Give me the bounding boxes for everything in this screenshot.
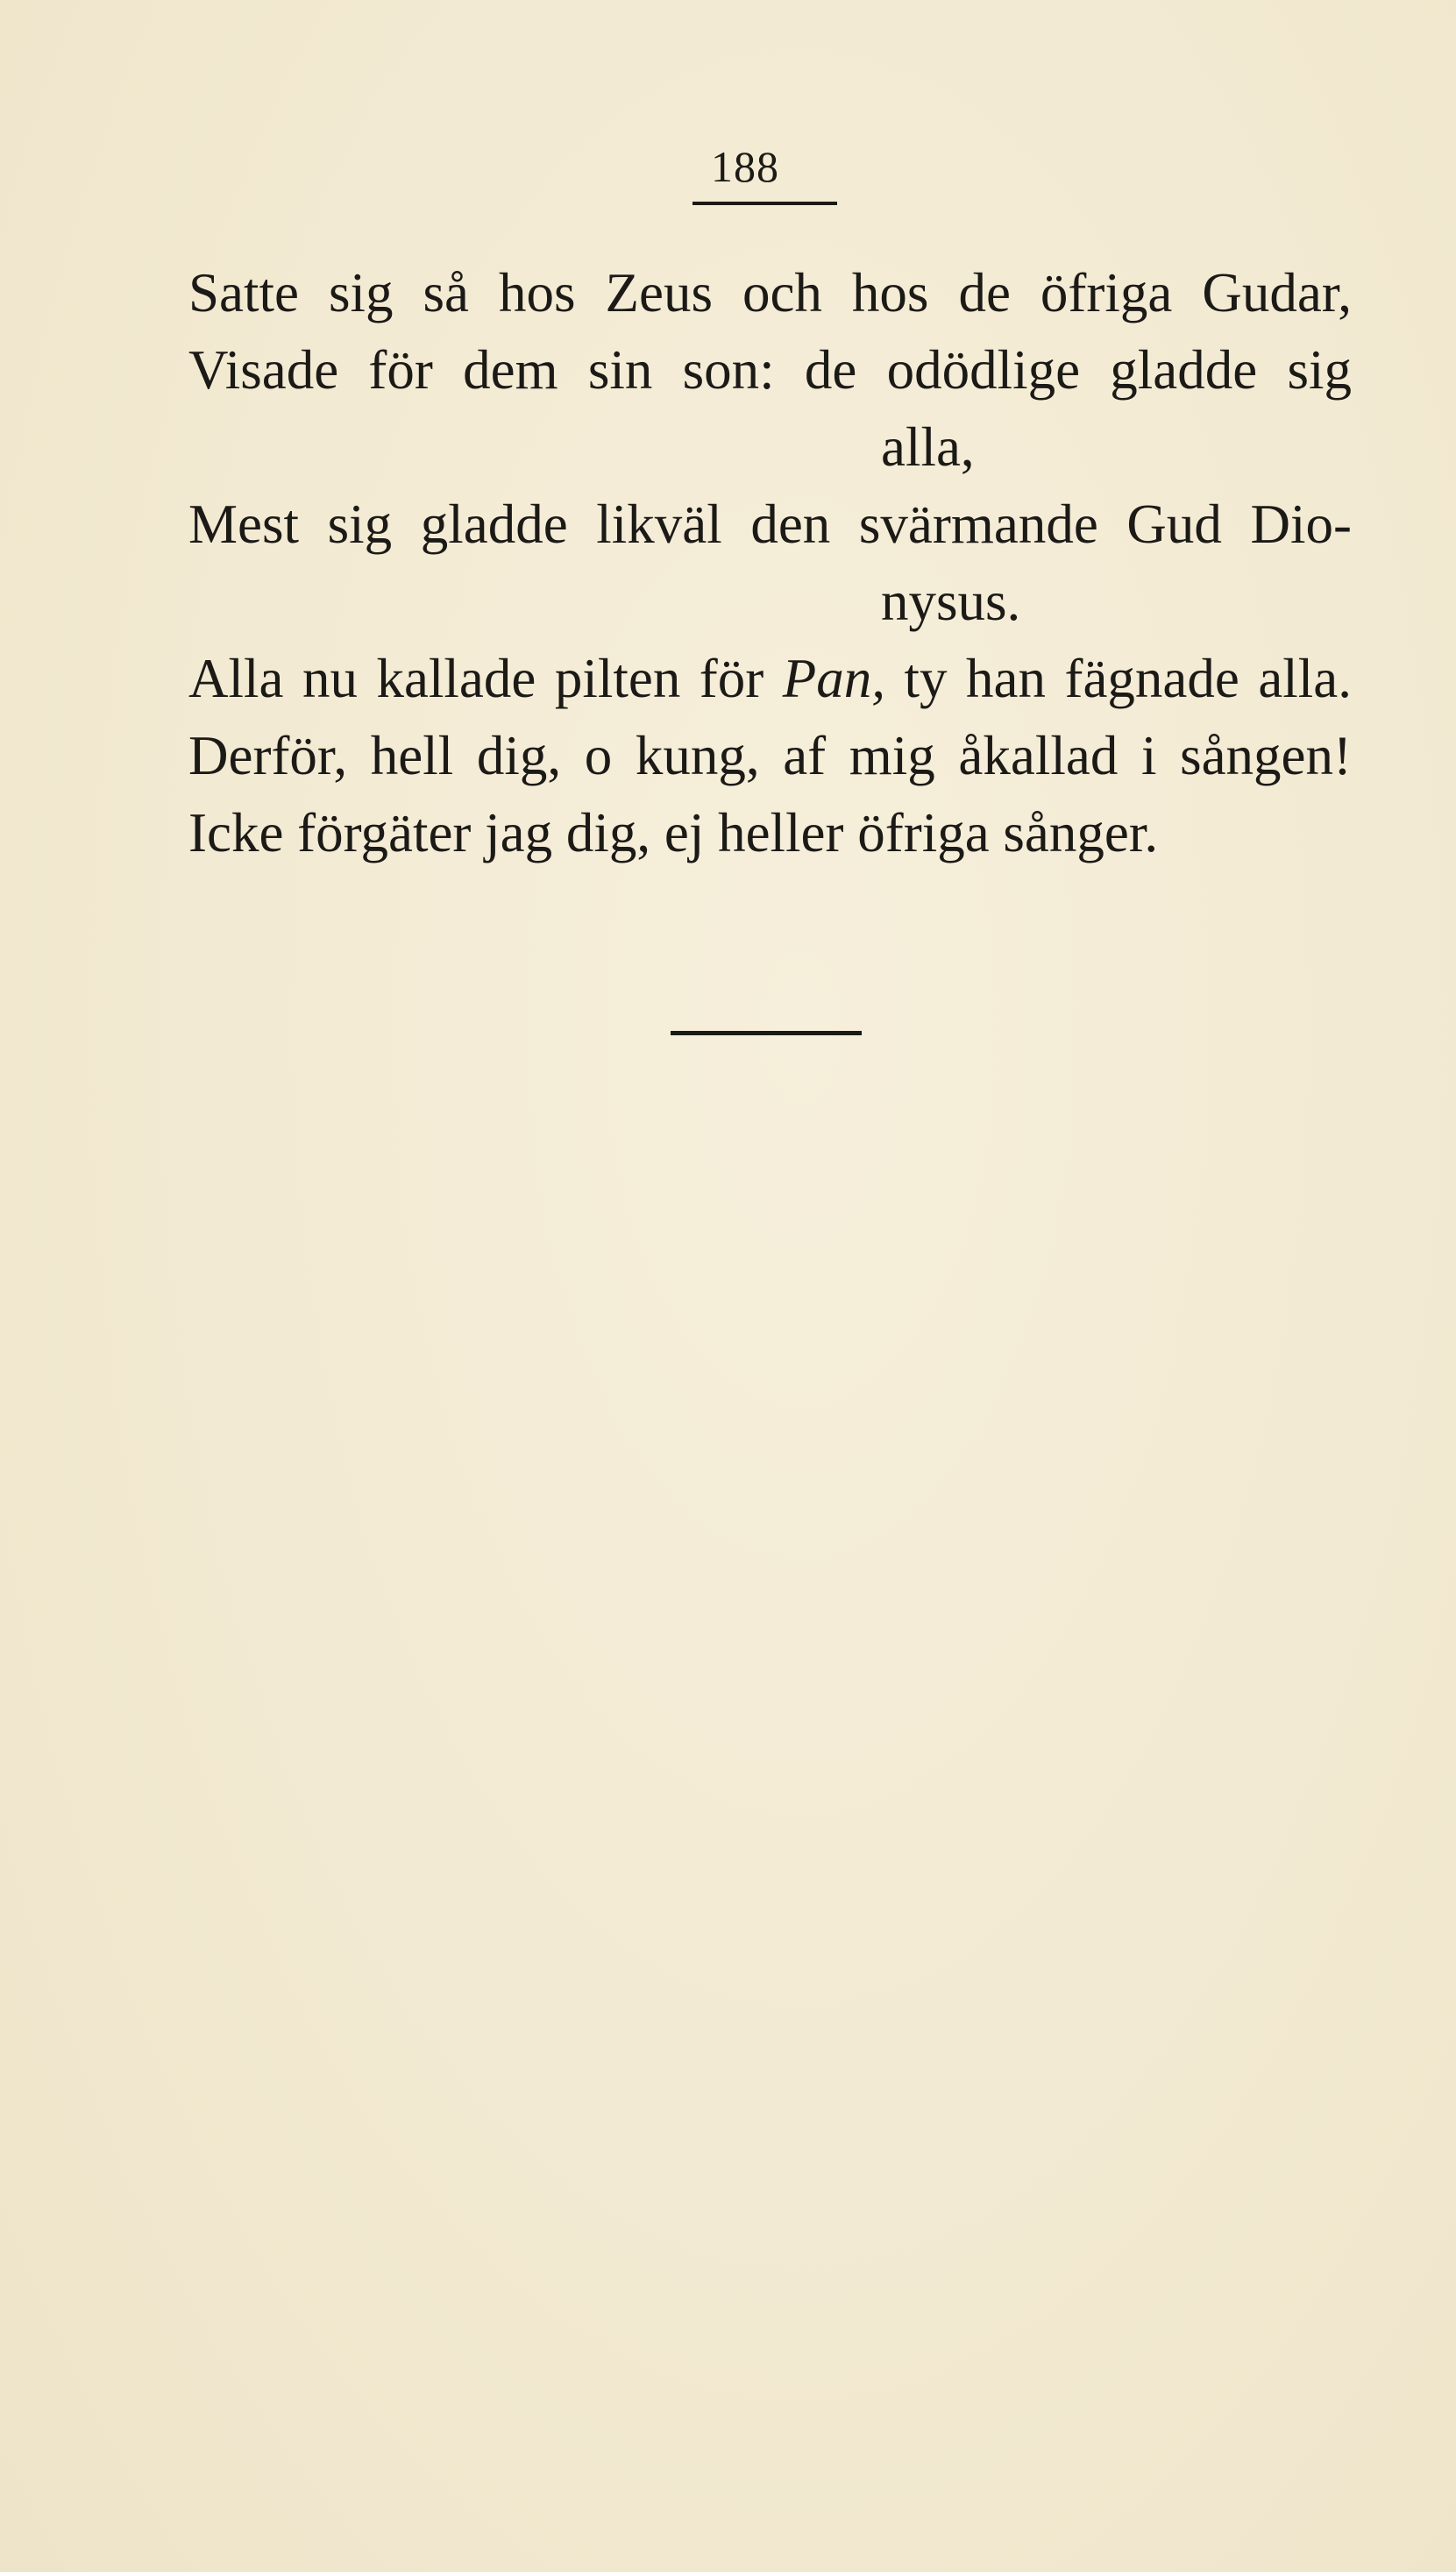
page-number: 188 <box>711 142 779 191</box>
end-rule <box>671 1031 862 1035</box>
verse-line-continuation: nysus. <box>881 571 1021 632</box>
verse-line-continuation: alla, <box>881 416 975 478</box>
verse-segment: ty han fägnade alla. <box>904 648 1353 709</box>
verse-line: Derför, hell dig, o kung, af mig åkallad i sången! <box>188 725 1352 786</box>
header-rule <box>692 202 837 205</box>
verse-line: Satte sig så hos Zeus och hos de öfriga Gudar, <box>188 262 1352 323</box>
verse-line: Icke förgäter jag dig, ej heller öfriga sånger. <box>188 802 1159 863</box>
verse-emphasis: Pan, <box>782 648 886 709</box>
poem-text <box>188 254 1398 871</box>
verse-line <box>188 640 1352 717</box>
verse-line: Visade för dem sin son: de odödlige gladde sig <box>188 339 1352 401</box>
verse-segment: Alla nu kallade pilten för <box>188 648 764 709</box>
verse-line: Mest sig gladde likväl den svärmande Gud Dio- <box>188 494 1352 555</box>
